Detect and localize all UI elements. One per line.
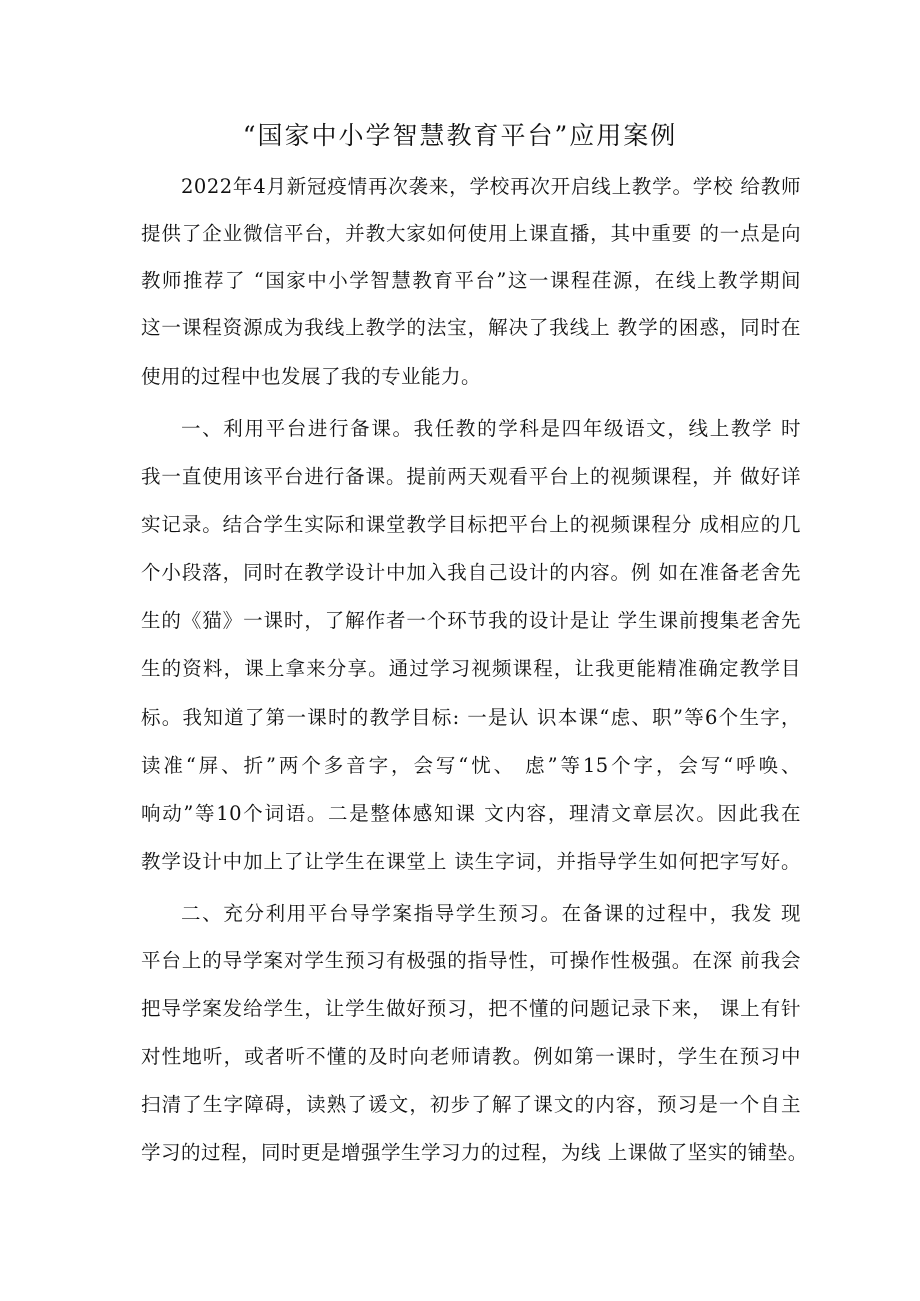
paragraph-2-line-6: 生的资料，课上拿来分享。通过学习视频课程，让我更能精准确定教学目 [141, 657, 801, 680]
paragraph-3-line-4: 对性地听，或者听不懂的及时向老师请教。例如第一课时，学生在预习中 [141, 1045, 801, 1068]
paragraph-3-line-1: 二、充分利用平台导学案指导学生预习。在备课的过程中，我发 现 [181, 902, 801, 925]
paragraph-2-line-9: 响动”等10个词语。二是整体感知课 文内容，理清文章层次。因此我在 [141, 802, 801, 825]
paragraph-3-line-6: 学习的过程，同时更是增强学生学习力的过程，为线 上课做了坚实的铺垫。 [141, 1141, 808, 1164]
paragraph-2-line-8: 读准“屏、折”两个多音字，会写“忧、 虑”等15个字，会写“呼唤、 [141, 754, 801, 777]
paragraph-3-line-2: 平台上的导学案对学生预习有极强的指导性，可操作性极强。在深 前我会 [141, 949, 801, 972]
paragraph-2-line-4: 个小段落，同时在教学设计中加入我自己设计的内容。例 如在准备老舍先 [141, 561, 801, 584]
paragraph-3-line-3: 把导学案发给学生，让学生做好预习，把不懂的问题记录下来， 课上有针 [141, 997, 801, 1020]
paragraph-1-line-1: 2022年4月新冠疫情再次袭来，学校再次开启线上教学。学校 给教师 [181, 175, 801, 198]
paragraph-1-line-2: 提供了企业微信平台，并教大家如何使用上课直播，其中重要 的一点是向 [141, 222, 801, 245]
paragraph-1-line-5: 使用的过程中也发展了我的专业能力。 [141, 365, 482, 388]
paragraph-2-line-10: 教学设计中加上了让学生在课堂上 读生字词，并指导学生如何把字写好。 [141, 850, 801, 873]
paragraph-2-line-3: 实记录。结合学生实际和课堂教学目标把平台上的视频课程分 成相应的几 [141, 513, 801, 536]
paragraph-2-line-7: 标。我知道了第一课时的教学目标: 一是认 识本课“虑、职”等6个生字， [141, 706, 801, 729]
paragraph-1-line-3: 教师推荐了 “国家中小学智慧教育平台”这一课程荏源，在线上教学期间 [141, 269, 801, 292]
document-title: “国家中小学智慧教育平台”应用案例 [242, 121, 678, 150]
paragraph-2-line-5: 生的《猫》一课时，了解作者一个环节我的设计是让 学生课前搜集老舍先 [141, 609, 801, 632]
paragraph-2-line-2: 我一直使用该平台进行备课。提前两天观看平台上的视频课程，并 做好详 [141, 465, 801, 488]
paragraph-2-line-1: 一、利用平台进行备课。我任教的学科是四年级语文，线上教学 时 [181, 417, 801, 440]
paragraph-3-line-5: 扫清了生字障碍，读熟了谖文，初步了解了课文的内容，预习是一个自主 [141, 1093, 801, 1116]
paragraph-1-line-4: 这一课程资源成为我线上教学的法宝，解决了我线上 教学的困惑，同时在 [141, 316, 801, 339]
